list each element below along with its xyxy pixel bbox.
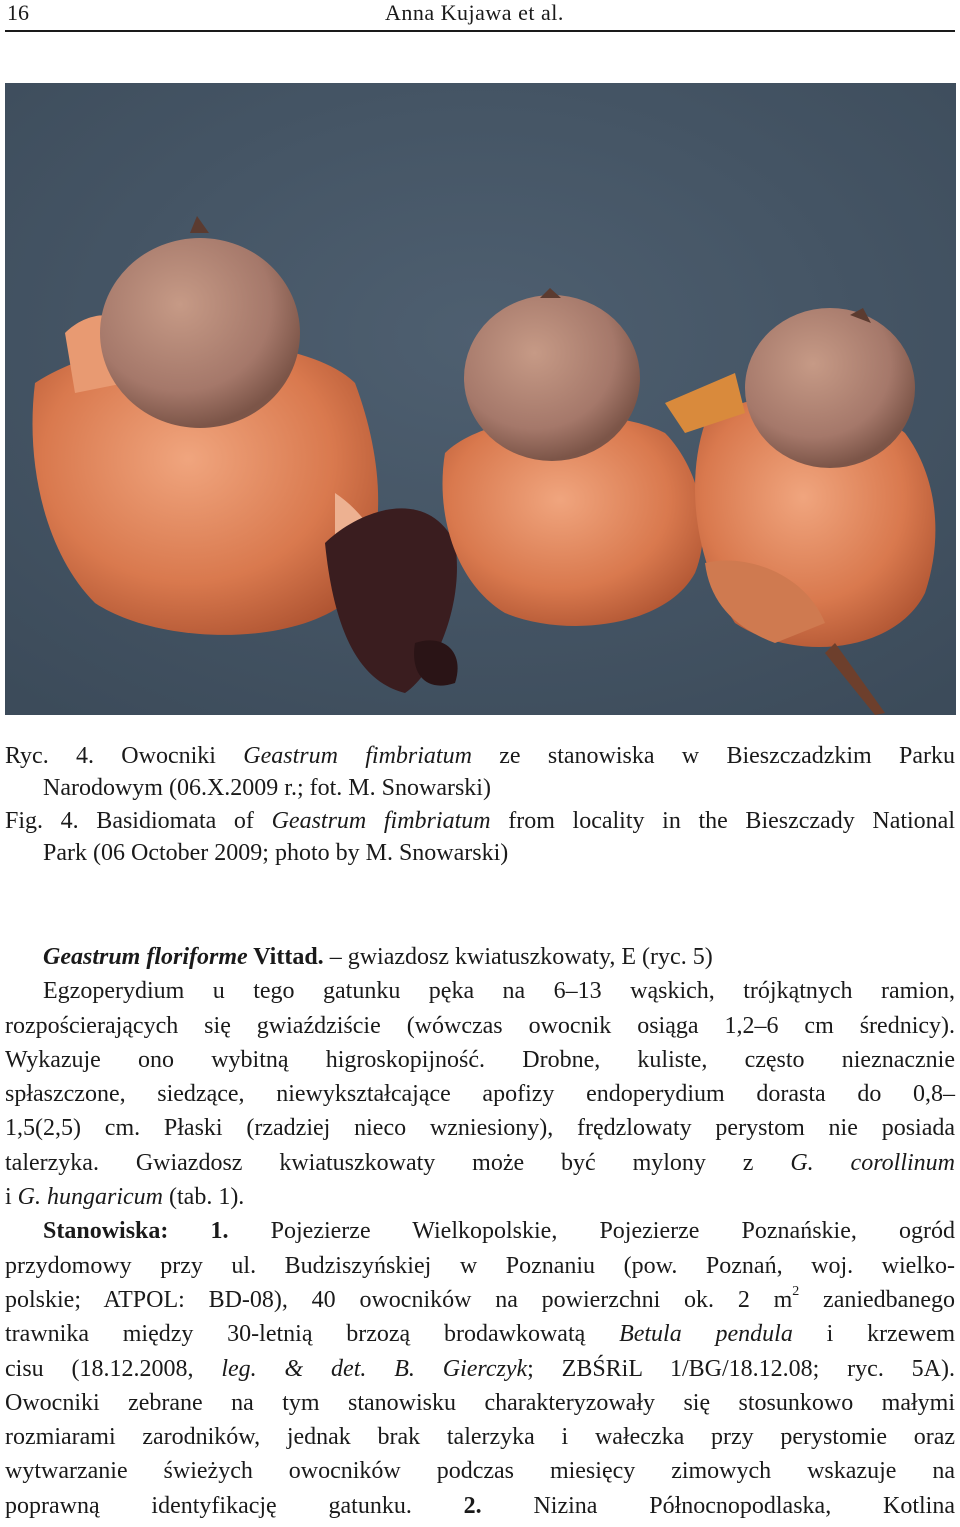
species-common-name: – gwiazdosz kwiatuszkowaty, E (ryc. 5) [323,944,713,970]
caption-pl-rest: ze stanowiska w Bieszczadzkim Parku [471,743,956,769]
localities-label: Stanowiska: 1. [43,1218,229,1245]
text-span: polskie; ATPOL: BD-08), 40 owocników na powierzchni ok. 2 m [5,1286,793,1313]
text-span: cisu (18.12.2008, [5,1355,222,1382]
text-line: Egzoperydium u tego gatunku pęka na 6–13 wąskich, trójkątnych ramion, [43,978,955,1005]
caption-en-species: Geastrum fimbriatum [271,808,491,834]
text-line: Owocniki zebrane na tym stanowisku charakteryzowały się stosunkowo małymi [5,1389,955,1416]
text-line [5,1283,955,1317]
page-number: 16 [7,0,29,25]
text-span: poprawną identyfikację gatunku. [5,1492,464,1519]
text-line: Wykazuje ono wybitną higroskopijność. Drobne, kuliste, często nieznacznie [5,1046,955,1073]
text-line: 1,5(2,5) cm. Płaski (rzadziej nieco wzniesiony), frędzlowaty perystom nie posiada [5,1115,955,1142]
species-reference: G. corollinum [790,1149,955,1176]
figure-caption-polish [5,740,955,804]
text-span: Nizina Północnopodlaska, Kotlina [481,1492,955,1519]
running-head-authors: Anna Kujawa et al. [385,0,564,25]
species-description [5,940,955,1523]
text-line [5,1489,955,1523]
text-line: spłaszczone, siedzące, niewykształcające apofizy endoperydium dorasta do 0,8– [5,1081,955,1108]
running-header [5,0,955,32]
text-line [5,1317,955,1351]
species-name: Geastrum floriforme [43,944,248,970]
text-span: (tab. 1). [163,1184,245,1211]
caption-en-line2: Park (06 October 2009; photo by M. Snowarski) [43,840,509,866]
text-line [5,1214,955,1248]
text-span: ; ZBŚRiL 1/BG/18.12.08; ryc. 5A). [527,1355,955,1382]
text-span: zaniedbanego [799,1286,955,1313]
text-line: wytwarzanie świeżych owocników podczas miesięcy zimowych wskazuje na [5,1458,955,1485]
superscript: 2 [792,1283,800,1299]
locality-number: 2. [463,1492,482,1519]
caption-pl-line2: Narodowym (06.X.2009 r.; fot. M. Snowarski) [43,775,491,801]
text-line: przydomowy przy ul. Budziszyńskiej w Poznaniu (pow. Poznań, woj. wielko- [5,1252,955,1279]
text-span: trawnika między 30-letnią brzozą brodawkowatą [5,1321,620,1348]
text-span: i krzewem [792,1321,956,1348]
text-line [5,1352,955,1386]
figure-caption-english [5,805,955,869]
caption-pl-prefix: Ryc. 4. Owocniki [5,743,244,769]
species-reference: Betula pendula [619,1321,793,1348]
collector-reference: leg. & det. B. Gierczyk [221,1355,528,1382]
text-line: rozmiarami zarodników, jednak brak talerzyka i wałeczka przy perystomie oraz [5,1424,955,1451]
species-reference: G. hungaricum [17,1184,163,1211]
caption-en-prefix: Fig. 4. Basidiomata of [5,808,272,834]
text-span: Pojezierze Wielkopolskie, Pojezierze Poznańskie, ogród [228,1218,955,1245]
text-span: i [5,1184,18,1211]
text-line: rozpościerających się gwiaździście (wówczas owocnik osiąga 1,2–6 cm średnicy). [5,1012,955,1039]
species-heading [5,940,955,974]
text-line [5,1180,955,1214]
text-span: talerzyka. Gwiazdosz kwiatuszkowaty może być mylony z [5,1149,791,1176]
text-line [5,1146,955,1180]
caption-pl-species: Geastrum fimbriatum [243,743,472,769]
figure-photo [5,83,956,715]
caption-en-rest: from locality in the Bieszczady National [490,808,955,834]
species-author: Vittad. [247,944,324,970]
